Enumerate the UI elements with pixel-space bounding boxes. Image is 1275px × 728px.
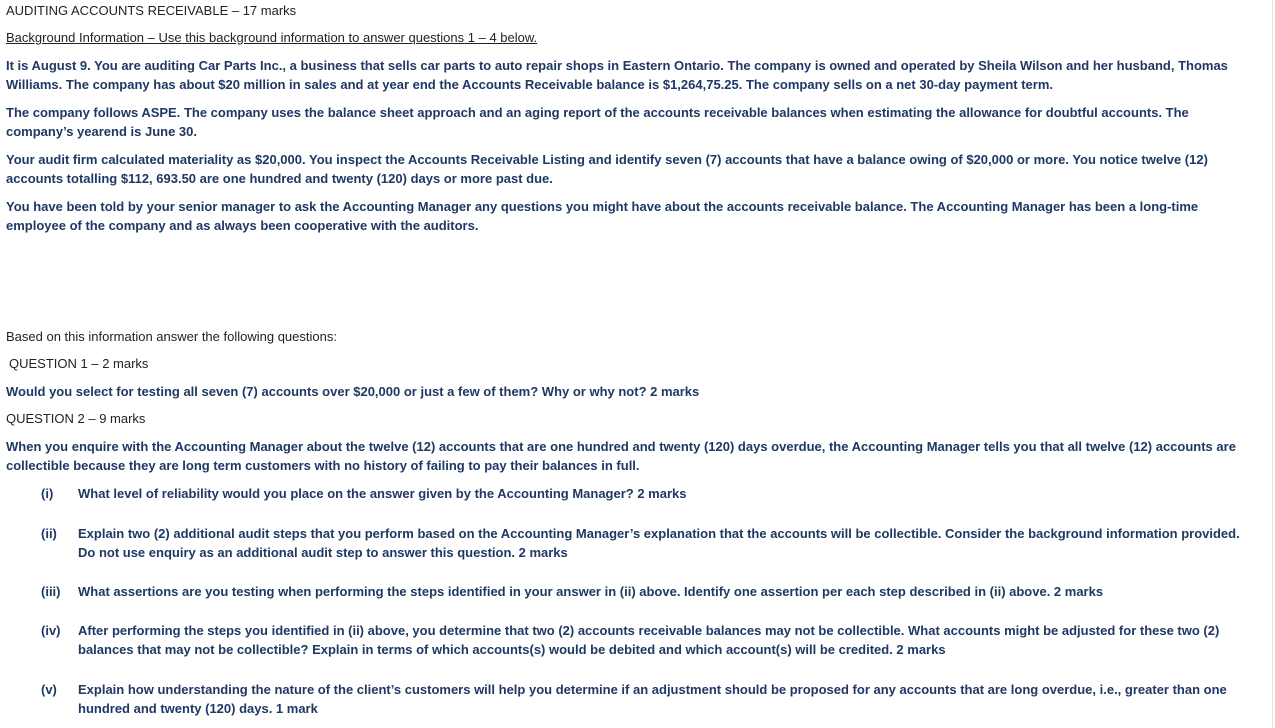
- question-1-heading: QUESTION 1 – 2 marks: [9, 356, 149, 371]
- questions-intro: Based on this information answer the following questions:: [6, 329, 337, 344]
- item-text: Explain how understanding the nature of the client’s customers will help you determine if an adjustment should be proposed for any accounts that are long overdue, i.e., greater than one hundred and twenty (120) days. 1 mark: [78, 682, 1227, 716]
- item-number: (iv): [41, 623, 61, 638]
- background-heading: Background Information – Use this background information to answer questions 1 – 4 below.: [6, 30, 538, 45]
- background-paragraph-2: The company follows ASPE. The company uses the balance sheet approach and an aging report of the accounts receivable balances when estimating the allowance for doubtful accounts. The company’s yearend is June 30.: [6, 105, 1189, 139]
- item-number: (ii): [41, 526, 57, 541]
- background-paragraph-1: It is August 9. You are auditing Car Parts Inc., a business that sells car parts to auto repair shops in Eastern Ontario. The company is owned and operated by Sheila Wilson and her husband, Thomas Williams. The company has about $20 million in sales and at year end the Accounts Receivable balance is $1,264,75.25. The company sells on a net 30-day payment term.: [6, 58, 1228, 92]
- item-text: Explain two (2) additional audit steps that you perform based on the Accounting Manager’s explanation that the accounts will be collectible. Consider the background information provided. Do not use enquiry as an additional audit step to answer this question. 2 marks: [78, 526, 1240, 560]
- document-title: AUDITING ACCOUNTS RECEIVABLE – 17 marks: [6, 3, 297, 18]
- background-paragraph-3: Your audit firm calculated materiality as $20,000. You inspect the Accounts Receivable Listing and identify seven (7) accounts that have a balance owing of $20,000 or more. You notice twelve (12) accounts totalling $112, 693.50 are one hundred and twenty (120) days or more past due.: [6, 152, 1208, 186]
- page-edge-divider: [1272, 0, 1273, 728]
- item-number: (i): [41, 486, 54, 501]
- question-1-text: Would you select for testing all seven (7) accounts over $20,000 or just a few of them? Why or why not? 2 marks: [6, 384, 700, 399]
- question-2-heading: QUESTION 2 – 9 marks: [6, 411, 146, 426]
- item-number: (v): [41, 682, 57, 697]
- item-text: After performing the steps you identified in (ii) above, you determine that two (2) accounts receivable balances may not be collectible. What accounts might be adjusted for these two (2) balances that may not be collectible? Explain in terms of which accounts(s) would be debited and which account(s) will be credited. 2 marks: [78, 623, 1220, 657]
- item-text: What level of reliability would you place on the answer given by the Accounting Manager? 2 marks: [78, 486, 687, 501]
- background-paragraph-4: You have been told by your senior manager to ask the Accounting Manager any questions you might have about the accounts receivable balance. The Accounting Manager has been a long-time employee of the company and as always been cooperative with the auditors.: [6, 199, 1199, 233]
- question-2-text: When you enquire with the Accounting Manager about the twelve (12) accounts that are one hundred and twenty (120) days overdue, the Accounting Manager tells you that all twelve (12) accounts are collectible because they are long term customers with no history of failing to pay their balances in full.: [6, 439, 1236, 473]
- item-text: What assertions are you testing when performing the steps identified in your answer in (ii) above. Identify one assertion per each step described in (ii) above. 2 marks: [78, 584, 1104, 599]
- item-number: (iii): [41, 584, 61, 599]
